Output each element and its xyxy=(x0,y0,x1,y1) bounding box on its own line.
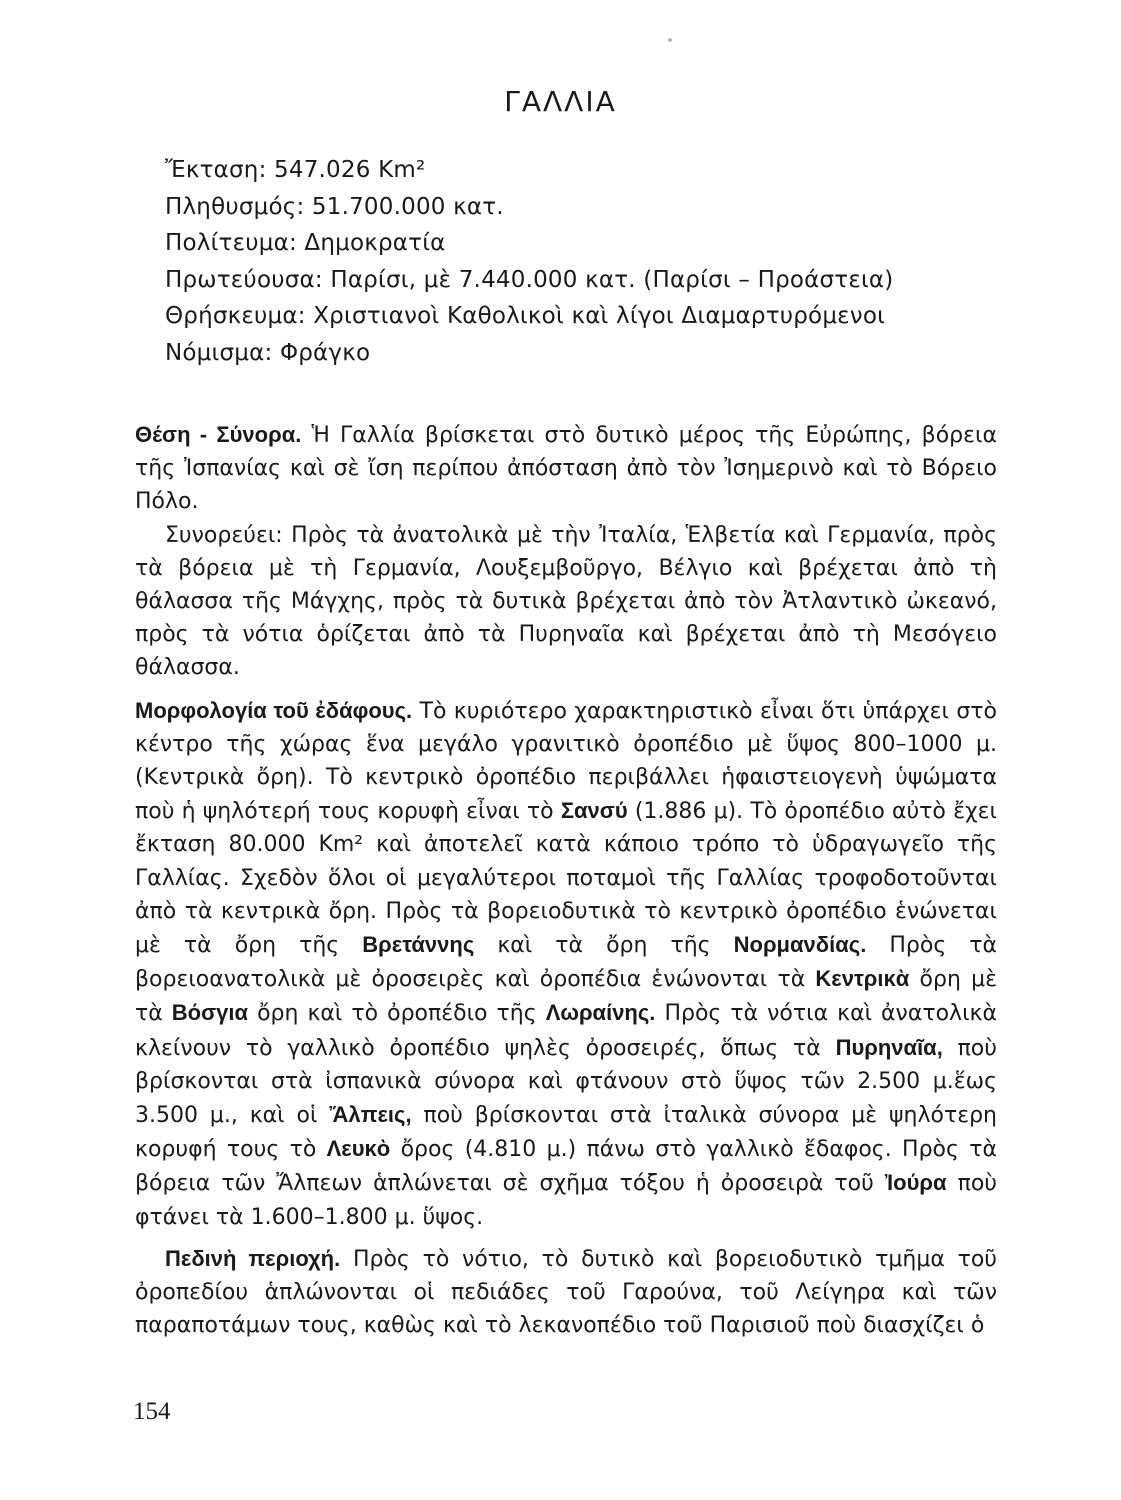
paragraph-text: ποὺ βρίσκονται στὰ ἰσπανικὰ σύνορα καὶ φτάνουν στὸ ὕψος τῶν 2.500 μ.ἕως 3.500 μ., καὶ οἱ xyxy=(135,1035,997,1129)
fact-label: Νόμισμα: xyxy=(165,339,273,366)
paragraph-text: ὄρος (4.810 μ.) πάνω στὸ γαλλικὸ ἔδαφος. Πρὸς τὰ βόρεια τῶν Ἄλπεων ἁπλώνεται σὲ σχῆμα τόξου ἡ ὀροσειρὰ τοῦ xyxy=(135,1137,997,1197)
page-number: 154 xyxy=(133,1398,171,1425)
fact-value: Χριστιανοὶ Καθολικοὶ καὶ λίγοι Διαμαρτυρόμενοι xyxy=(313,303,886,329)
bold-term: Σανσύ xyxy=(560,798,628,824)
body-text xyxy=(135,418,997,1342)
country-facts xyxy=(165,152,1025,371)
paragraph-text: ὄρη μὲ τὰ xyxy=(135,967,998,1027)
fact-value: Φράγκο xyxy=(279,339,371,366)
paragraph-text: Πρὸς τὰ νότια καὶ ἀνατολικὰ κλείνουν τὸ γαλλικὸ ὀροπέδιο ψηλὲς ὀροσειρές, ὅπως τὰ xyxy=(135,1001,997,1061)
paragraph-text: Συνορεύει: Πρὸς τὰ ἀνατολικὰ μὲ τὴν Ἰταλία, Ἑλβετία καὶ Γερμανία, πρὸς τὰ βόρεια μὲ τὴ Γερμανία, Λουξεμβοῦργο, Βέλγιο καὶ βρέχεται ἀπὸ τὴ θάλασσα τῆς Μάγχης, πρὸς τὰ δυτικὰ βρέχεται ἀπὸ τὸν Ἀτλαντικὸ ὠκεανό, πρὸς τὰ νότια ὁρίζεται ἀπὸ τὰ Πυρηναῖα καὶ βρέχεται ἀπὸ τὴ Μεσόγειο θάλασσα. xyxy=(135,522,997,681)
paragraph-text: ποὺ φτάνει τὰ 1.600–1.800 μ. ὕψος. xyxy=(135,1171,998,1230)
bold-term: Βόσγια xyxy=(171,1000,249,1026)
fact-government xyxy=(165,225,1025,262)
fact-label: Θρήσκευμα: xyxy=(165,303,306,329)
paragraph-text: Πρὸς τὰ βορειοανατολικὰ μὲ ὀροσειρὲς καὶ ὀροπέδια ἑνώνονται τὰ xyxy=(135,933,998,993)
section-heading-plain: Πεδινὴ περιοχή. xyxy=(165,1245,341,1271)
fact-label: Ἔκταση: xyxy=(165,157,267,183)
fact-value: 51.700.000 κατ. xyxy=(311,193,504,220)
paragraph-position xyxy=(135,418,997,519)
bold-term: Νορμανδίας. xyxy=(733,932,867,958)
fact-label: Πολίτευμα: xyxy=(165,230,297,256)
fact-religion xyxy=(165,298,1025,335)
bold-term: Λευκὸ xyxy=(326,1136,391,1162)
bold-term: Βρετάννης xyxy=(362,932,475,958)
print-speck xyxy=(668,38,672,42)
paragraph-text: ὄρη καὶ τὸ ὀροπέδιο τῆς xyxy=(257,1001,537,1027)
fact-label: Πληθυσμός: xyxy=(165,193,305,220)
paragraph-text: καὶ τὰ ὄρη τῆς xyxy=(497,933,711,959)
fact-population xyxy=(165,189,1025,226)
fact-currency xyxy=(165,335,1025,372)
section-heading-morphology: Μορφολογία τοῦ ἐδάφους. xyxy=(135,697,413,723)
bold-term: Κεντρικὰ xyxy=(815,966,910,992)
fact-area xyxy=(165,152,1025,189)
page-title: ΓΑΛΛΙΑ xyxy=(504,85,617,118)
paragraph-morphology xyxy=(135,694,997,1234)
fact-value: Παρίσι, μὲ 7.440.000 κατ. (Παρίσι – Προάστεια) xyxy=(330,266,894,293)
paragraph-text: Πρὸς τὸ νότιο, τὸ δυτικὸ καὶ βορειοδυτικὸ τμῆμα τοῦ ὀροπεδίου ἁπλώνονται οἱ πεδιάδες τοῦ Γαρούνα, τοῦ Λείγηρα καὶ τῶν παραποτάμων τους, καθὼς καὶ τὸ λεκανοπέδιο τοῦ Παρισιοῦ ποὺ διασχίζει ὁ xyxy=(135,1246,998,1339)
paragraph-text: Ἡ Γαλλία βρίσκεται στὸ δυτικὸ μέρος τῆς Εὐρώπης, βόρεια τῆς Ἰσπανίας καὶ σὲ ἴση περίπου ἀπόσταση ἀπὸ τὸν Ἰσημερινὸ καὶ τὸ Βόρειο Πόλο. xyxy=(135,423,997,515)
section-heading-position: Θέση - Σύνορα. xyxy=(135,422,302,447)
paragraph-borders xyxy=(135,519,997,685)
paragraph-text: ποὺ βρίσκονται στὰ ἰταλικὰ σύνορα μὲ ψηλότερη κορυφή τους τὸ xyxy=(135,1103,997,1163)
bold-term: Λωραίνης. xyxy=(545,1000,656,1026)
paragraph-text: (1.886 μ). Τὸ ὀροπέδιο αὐτὸ ἔχει ἔκταση 80.000 Km² καὶ ἀποτελεῖ κατὰ κάποιο τρόπο τὸ ὑδραγωγεῖο τῆς Γαλλίας. Σχεδὸν ὅλοι οἱ μεγαλύτεροι ποταμοὶ τῆς Γαλλίας τροφοδοτοῦνται ἀπὸ τὰ κεντρικὰ ὄρη. Πρὸς τὰ βορειοδυτικὰ τὸ κεντρικὸ ὀροπέδιο ἑνώνεται μὲ τὰ ὄρη τῆς xyxy=(135,799,998,959)
fact-label: Πρωτεύουσα: xyxy=(165,266,323,293)
paragraph-plain xyxy=(135,1242,997,1343)
bold-term: Πυρηναῖα, xyxy=(835,1034,943,1060)
fact-capital xyxy=(165,262,1025,299)
fact-value: Δημοκρατία xyxy=(304,230,446,256)
bold-term: Ἰούρα xyxy=(884,1170,947,1196)
bold-term: Ἄλπεις, xyxy=(329,1102,412,1128)
fact-value: 547.026 Km² xyxy=(274,157,426,183)
paragraph-text: Τὸ κυριότερο χαρακτηριστικὸ εἶναι ὅτι ὑπάρχει στὸ κέντρο τῆς χώρας ἕνα μεγάλο γρανιτικὸ ὀροπέδιο μὲ ὕψος 800–1000 μ. (Κεντρικὰ ὄρη). Τὸ κεντρικὸ ὀροπέδιο περιβάλλει ἡφαιστειογενὴ ὑψώματα ποὺ ἡ ψηλότερή τους κορυφὴ εἶναι τὸ xyxy=(135,698,997,825)
